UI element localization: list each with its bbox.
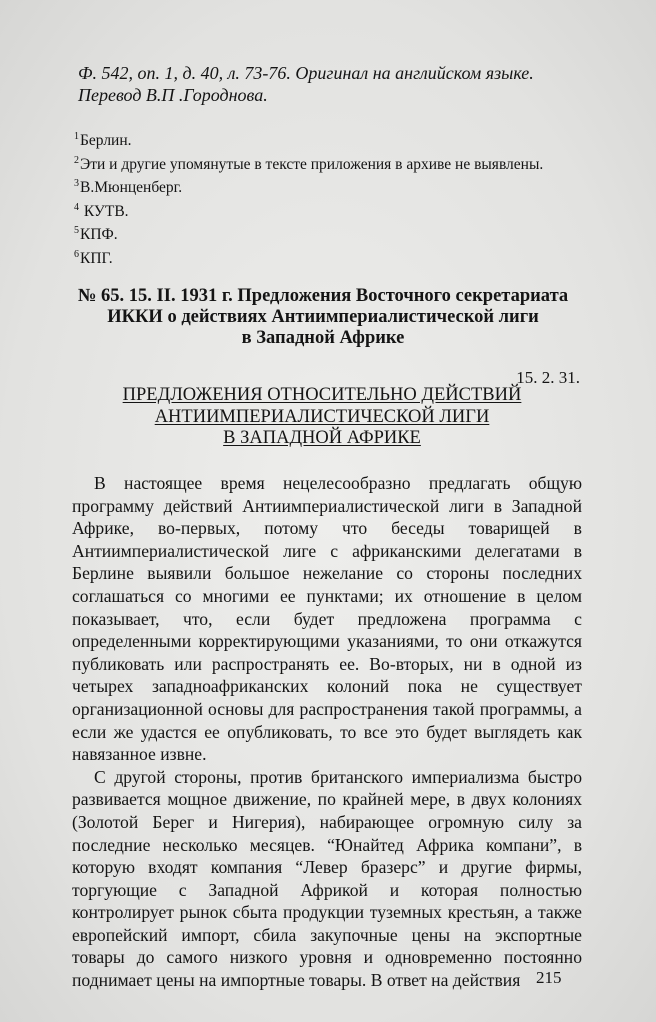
paragraph: В настоящее время нецелесообразно предлагать общую программу действий Антиимпериалистической лиги в Западной Африке, во-первых, потому что беседы товарищей в Антиимпериалистической лиге с африканскими делегатами в Берлине выявили большое нежелание со стороны последних соглашаться со многими ее пунктами; их отношение в целом показывает, что, если будет предложена программа с определенными корректирующими указаниями, то они откажутся публиковать или распространять ее. Во-вторых, ни в одной из четырех западноафриканских колоний пока не существует организационной основы для распространения такой программы, а если же удастся ее опубликовать, то все это будет выглядеть как навязанное извне. (72, 473, 582, 765)
document-date: 15. 2. 31. (516, 368, 580, 387)
footnote: $^5$КПФ. (74, 225, 118, 244)
title-line: ПРЕДЛОЖЕНИЯ ОТНОСИТЕЛЬНО ДЕЙСТВИЙ (122, 385, 522, 405)
heading-line: № 65. 15. II. 1931 г. Предложения Восточного секретариата (77, 286, 569, 306)
document-heading (62, 286, 584, 349)
title-line: В ЗАПАДНОЙ АФРИКЕ (223, 428, 421, 448)
footnote: $^3$В.Мюнценберг. (74, 178, 183, 197)
page-number: 215 (536, 968, 562, 987)
footnote: $^1$Берлин. (74, 131, 132, 149)
archival-source-note (78, 62, 598, 106)
footnotes (74, 127, 594, 269)
paragraph: С другой стороны, против британского империализма быстро развивается мощное движение, по крайней мере, в двух колониях (Золотой Берег и Нигерия), набирающее огромную силу за последние несколько месяцев. “Юнайтед Африка компани”, в которую входят компания “Левер бразерс” и другие фирмы, торгующие с Западной Африкой и которая полностью контролирует рынок сбыта продукции туземных крестьян, а также европейский импорт, сбила закупочные цены на экспортные товары до самого низкого уровня и одновременно постоянно поднимает цены на импортные товары. В ответ на действия (72, 766, 582, 991)
footnote: $^2$Эти и другие упомянутые в тексте приложения в архиве не выявлены. (74, 154, 544, 173)
footnote: $^6$КПГ. (74, 248, 113, 267)
document-body (72, 472, 582, 992)
document-title (100, 385, 544, 450)
source-line-2: Перевод В.П .Городнова. (78, 85, 268, 105)
heading-line: ИККИ о действиях Антиимпериалистической лиги (107, 307, 539, 327)
heading-line: в Западной Африке (241, 328, 405, 348)
title-line: АНТИИМПЕРИАЛИСТИЧЕСКОЙ ЛИГИ (154, 406, 490, 427)
footnote: $^4$ КУТВ. (74, 201, 129, 220)
source-line-1: Ф. 542, оп. 1, д. 40, л. 73-76. Оригинал на английском языке. (78, 63, 534, 83)
